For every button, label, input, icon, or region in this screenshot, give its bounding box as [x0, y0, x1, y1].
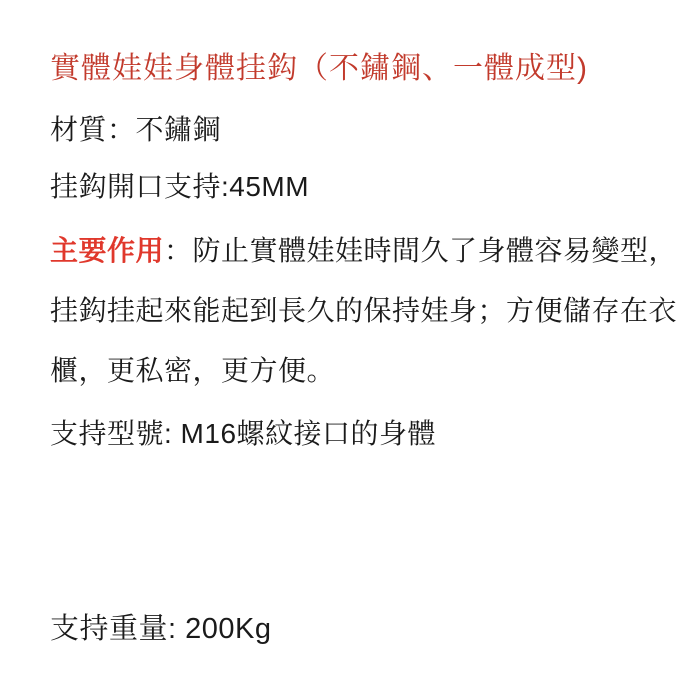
hook-opening-line: 挂鈎開口支持:45MM: [50, 171, 310, 202]
main-function-line-2: 挂鈎挂起來能起到長久的保持娃身；方便儲存在衣: [50, 295, 678, 326]
main-function-label: 主要作用: [50, 235, 165, 266]
main-function-line-3: 櫃，更私密，更方便。: [50, 355, 336, 386]
material-line: 材質：不鏽鋼: [50, 114, 222, 145]
product-title: 實體娃娃身體挂鈎（不鏽鋼、一體成型): [50, 52, 588, 85]
main-function-text-1: 防止實體娃娃時間久了身體容易變型，: [192, 235, 678, 266]
main-function-line-1: [50, 234, 677, 268]
supported-weight-line: 支持重量: 200Kg: [50, 613, 272, 645]
main-function-separator: ：: [164, 235, 193, 266]
supported-model-line: 支持型號: M16螺紋接口的身體: [50, 418, 437, 449]
